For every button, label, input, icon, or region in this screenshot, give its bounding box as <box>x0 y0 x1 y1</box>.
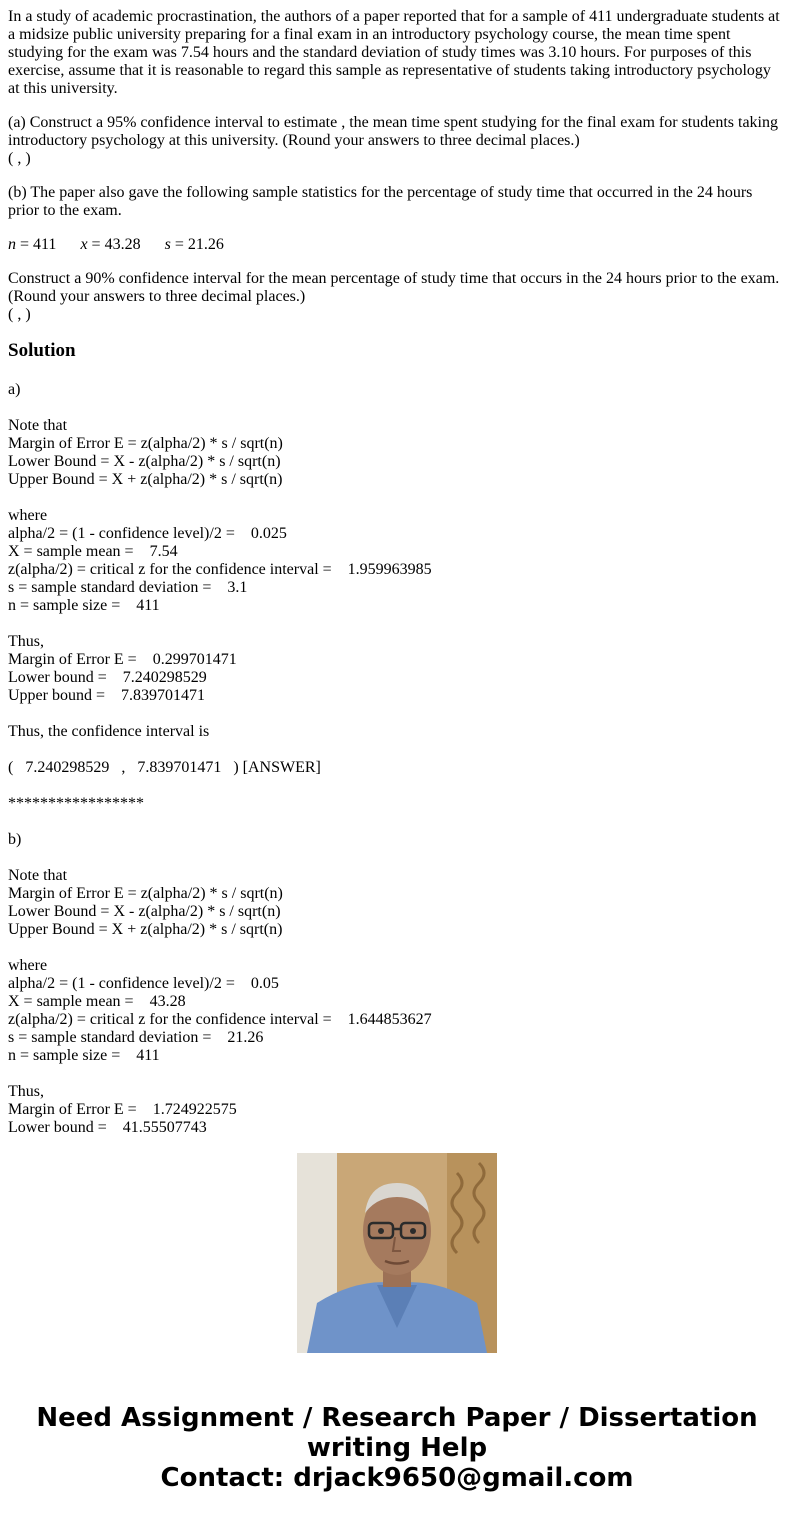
part-b2-text: Construct a 90% confidence interval for the mean percentage of study time that occurs in the 24 hours prior to the exam. (Round your answers to three decimal places.) <box>8 270 780 305</box>
margin-result: Margin of Error E = 0.299701471 <box>8 651 237 668</box>
stat-s-label: s <box>164 236 171 253</box>
formula-upper: Upper Bound = X + z(alpha/2) * s / sqrt(n) <box>8 471 283 488</box>
solution-part-a <box>8 381 786 831</box>
footer-contact: Contact: drjack9650@gmail.com <box>160 1463 634 1493</box>
sd-line: s = sample standard deviation = 3.1 <box>8 579 248 596</box>
lower-result: Lower bound = 7.240298529 <box>8 669 207 686</box>
sd-line: s = sample standard deviation = 21.26 <box>8 1029 264 1046</box>
question-part-b2 <box>8 270 786 324</box>
answer-line: ( 7.240298529 , 7.839701471 ) [ANSWER] <box>8 759 321 776</box>
stat-n-value: = 411 <box>16 236 57 253</box>
thus-text: Thus, <box>8 633 44 650</box>
part-a-text: (a) Construct a 95% confidence interval to estimate , the mean time spent studying for the final exam for students taking introductory psychology at this university. (Round your answers to three decimal places.) <box>8 114 778 149</box>
formula-margin: Margin of Error E = z(alpha/2) * s / sqrt(n) <box>8 885 283 902</box>
solution-part-b <box>8 831 786 1137</box>
question-part-a <box>8 114 786 168</box>
formula-margin: Margin of Error E = z(alpha/2) * s / sqrt(n) <box>8 435 283 452</box>
formula-upper: Upper Bound = X + z(alpha/2) * s / sqrt(n) <box>8 921 283 938</box>
n-line: n = sample size = 411 <box>8 1047 160 1064</box>
stat-n-label: n <box>8 236 16 253</box>
footer-ad <box>0 1403 794 1493</box>
where-text: where <box>8 957 48 974</box>
part-a-answer-blank: ( , ) <box>8 150 31 167</box>
z-line: z(alpha/2) = critical z for the confidence interval = 1.959963985 <box>8 561 432 578</box>
separator: ***************** <box>8 795 144 812</box>
mean-line: X = sample mean = 43.28 <box>8 993 186 1010</box>
sample-statistics <box>8 236 786 254</box>
note-text: Note that <box>8 417 68 434</box>
formula-lower: Lower Bound = X - z(alpha/2) * s / sqrt(n) <box>8 453 281 470</box>
formula-lower: Lower Bound = X - z(alpha/2) * s / sqrt(n) <box>8 903 281 920</box>
solution-heading: Solution <box>8 340 76 361</box>
lower-result: Lower bound = 41.55507743 <box>8 1119 207 1136</box>
part-b-label: b) <box>8 831 22 848</box>
stat-x-value: = 43.28 <box>87 236 141 253</box>
footer-line-2: writing Help <box>306 1433 488 1463</box>
thus-text: Thus, <box>8 1083 44 1100</box>
author-photo <box>297 1153 497 1353</box>
z-line: z(alpha/2) = critical z for the confidence interval = 1.644853627 <box>8 1011 432 1028</box>
question-intro: In a study of academic procrastination, the authors of a paper reported that for a sample of 411 undergraduate students at a midsize public university preparing for a final exam in an introductory psychology course, the mean time spent studying for the exam was 7.54 hours and the standard deviation of study times was 3.10 hours. For purposes of this exercise, assume that it is reasonable to regard this sample as representative of students taking introductory psychology at this university. <box>8 8 780 97</box>
footer-line-1: Need Assignment / Research Paper / Dissertation <box>36 1403 758 1433</box>
part-a-label: a) <box>8 381 21 398</box>
stat-s-value: = 21.26 <box>170 236 224 253</box>
margin-result: Margin of Error E = 1.724922575 <box>8 1101 237 1118</box>
note-text: Note that <box>8 867 68 884</box>
question-part-b: (b) The paper also gave the following sample statistics for the percentage of study time that occurred in the 24 hours prior to the exam. <box>8 184 753 219</box>
document-body <box>8 8 786 1136</box>
thus-ci-text: Thus, the confidence interval is <box>8 723 210 740</box>
mean-line: X = sample mean = 7.54 <box>8 543 178 560</box>
upper-result: Upper bound = 7.839701471 <box>8 687 206 704</box>
alpha-line: alpha/2 = (1 - confidence level)/2 = 0.05 <box>8 975 279 992</box>
part-b2-answer-blank: ( , ) <box>8 306 31 323</box>
alpha-line: alpha/2 = (1 - confidence level)/2 = 0.025 <box>8 525 287 542</box>
stat-x-label: x <box>80 236 88 253</box>
where-text: where <box>8 507 48 524</box>
n-line: n = sample size = 411 <box>8 597 160 614</box>
